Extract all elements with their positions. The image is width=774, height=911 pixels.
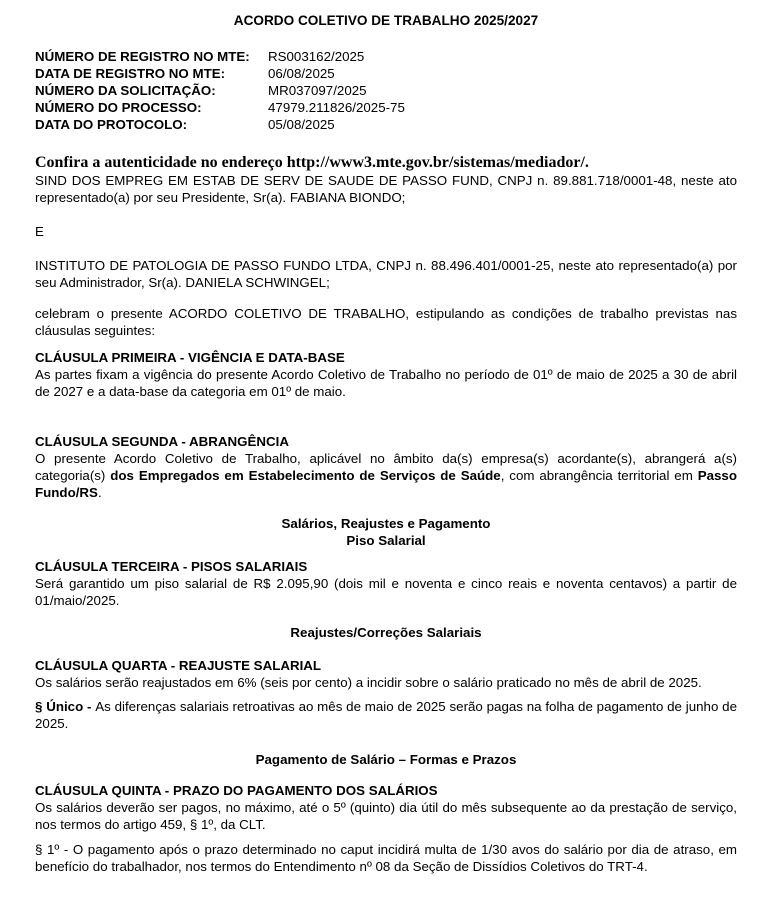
registry-label: NÚMERO DO PROCESSO: — [35, 100, 202, 115]
document-page — [0, 12, 774, 911]
registry-label: DATA DE REGISTRO NO MTE: — [35, 66, 226, 81]
registry-row-numero-solicitacao — [35, 82, 737, 99]
clause-4-paragraph-unico: § Único - As diferenças salariais retroativas ao mês de maio de 2025 serão pagas na folha de pagamento de junho de 2025. — [35, 699, 737, 731]
authenticity-notice: Confira a autenticidade no endereço http://www3.mte.gov.br/sistemas/mediador/. — [35, 154, 589, 171]
clause-3-body: Será garantido um piso salarial de R$ 2.095,90 (dois mil e noventa e cinco reais e noventa centavos) a partir de 01/maio/2025. — [35, 576, 737, 608]
registry-label: DATA DO PROTOCOLO: — [35, 117, 188, 132]
party-company-paragraph: INSTITUTO DE PATOLOGIA DE PASSO FUNDO LTDA, CNPJ n. 88.496.401/0001-25, neste ato representado(a) por seu Administrador, Sr(a). DANIELA SCHWINGEL; — [35, 258, 737, 290]
clause-4-body: Os salários serão reajustados em 6% (seis por cento) a incidir sobre o salário praticado no mês de abril de 2025. — [35, 675, 702, 690]
registry-label: NÚMERO DE REGISTRO NO MTE: — [35, 49, 250, 64]
clause-5-body: Os salários deverão ser pagos, no máximo, até o 5º (quinto) dia útil do mês subsequente ao da prestação de serviço, nos termos do artigo 459, § 1º, da CLT. — [35, 800, 737, 832]
clause-3-heading: CLÁUSULA TERCEIRA - PISOS SALARIAIS — [35, 559, 308, 574]
clause-2-body: O presente Acordo Coletivo de Trabalho, aplicável no âmbito da(s) empresa(s) acordante(s), abrangerá a(s) categoria(s) dos Empregados em Estabelecimento de Serviços de Saúde, com abrangência territorial em Passo Fundo/RS. — [35, 451, 737, 500]
section-heading-reajustes: Reajustes/Correções Salariais — [290, 625, 482, 640]
registry-row-data-registro — [35, 65, 737, 82]
registry-value: 47979.211826/2025-75 — [268, 100, 405, 115]
document-body — [0, 12, 774, 875]
conjunction-e: E — [35, 224, 44, 239]
section-heading-pagamento: Pagamento de Salário – Formas e Prazos — [255, 752, 517, 767]
section-heading-salarios-line1: Salários, Reajustes e Pagamento — [281, 516, 491, 531]
clause-1-heading: CLÁUSULA PRIMEIRA - VIGÊNCIA E DATA-BASE — [35, 350, 345, 365]
preamble-paragraph: celebram o presente ACORDO COLETIVO DE TRABALHO, estipulando as condições de trabalho previstas nas cláusulas seguintes: — [35, 306, 737, 338]
registry-row-numero-registro — [35, 48, 737, 65]
registry-value: 06/08/2025 — [268, 66, 335, 81]
document-title: ACORDO COLETIVO DE TRABALHO 2025/2027 — [233, 13, 539, 28]
registry-label: NÚMERO DA SOLICITAÇÃO: — [35, 83, 216, 98]
registry-row-numero-processo — [35, 99, 737, 116]
registry-table — [35, 48, 737, 133]
registry-value: 05/08/2025 — [268, 117, 335, 132]
registry-value: MR037097/2025 — [268, 83, 367, 98]
clause-2-heading: CLÁUSULA SEGUNDA - ABRANGÊNCIA — [35, 434, 289, 449]
clause-5-heading: CLÁUSULA QUINTA - PRAZO DO PAGAMENTO DOS SALÁRIOS — [35, 783, 438, 798]
section-heading-piso-salarial: Piso Salarial — [346, 533, 426, 548]
clause-5-paragraph-1: § 1º - O pagamento após o prazo determinado no caput incidirá multa de 1/30 avos do salário por dia de atraso, em benefício do trabalhador, nos termos do Entendimento nº 08 da Seção de Dissídios Coletivos do TRT-4. — [35, 842, 737, 874]
party-union-paragraph: SIND DOS EMPREG EM ESTAB DE SERV DE SAUDE DE PASSO FUND, CNPJ n. 89.881.718/0001-48, neste ato representado(a) por seu Presidente, Sr(a). FABIANA BIONDO; — [35, 173, 737, 205]
section-heading-salarios — [35, 515, 737, 549]
registry-row-data-protocolo — [35, 116, 737, 133]
registry-value: RS003162/2025 — [268, 49, 365, 64]
clause-4-heading: CLÁUSULA QUARTA - REAJUSTE SALARIAL — [35, 658, 322, 673]
clause-1-body: As partes fixam a vigência do presente Acordo Coletivo de Trabalho no período de 01º de maio de 2025 a 30 de abril de 2027 e a data-base da categoria em 01º de maio. — [35, 367, 737, 399]
